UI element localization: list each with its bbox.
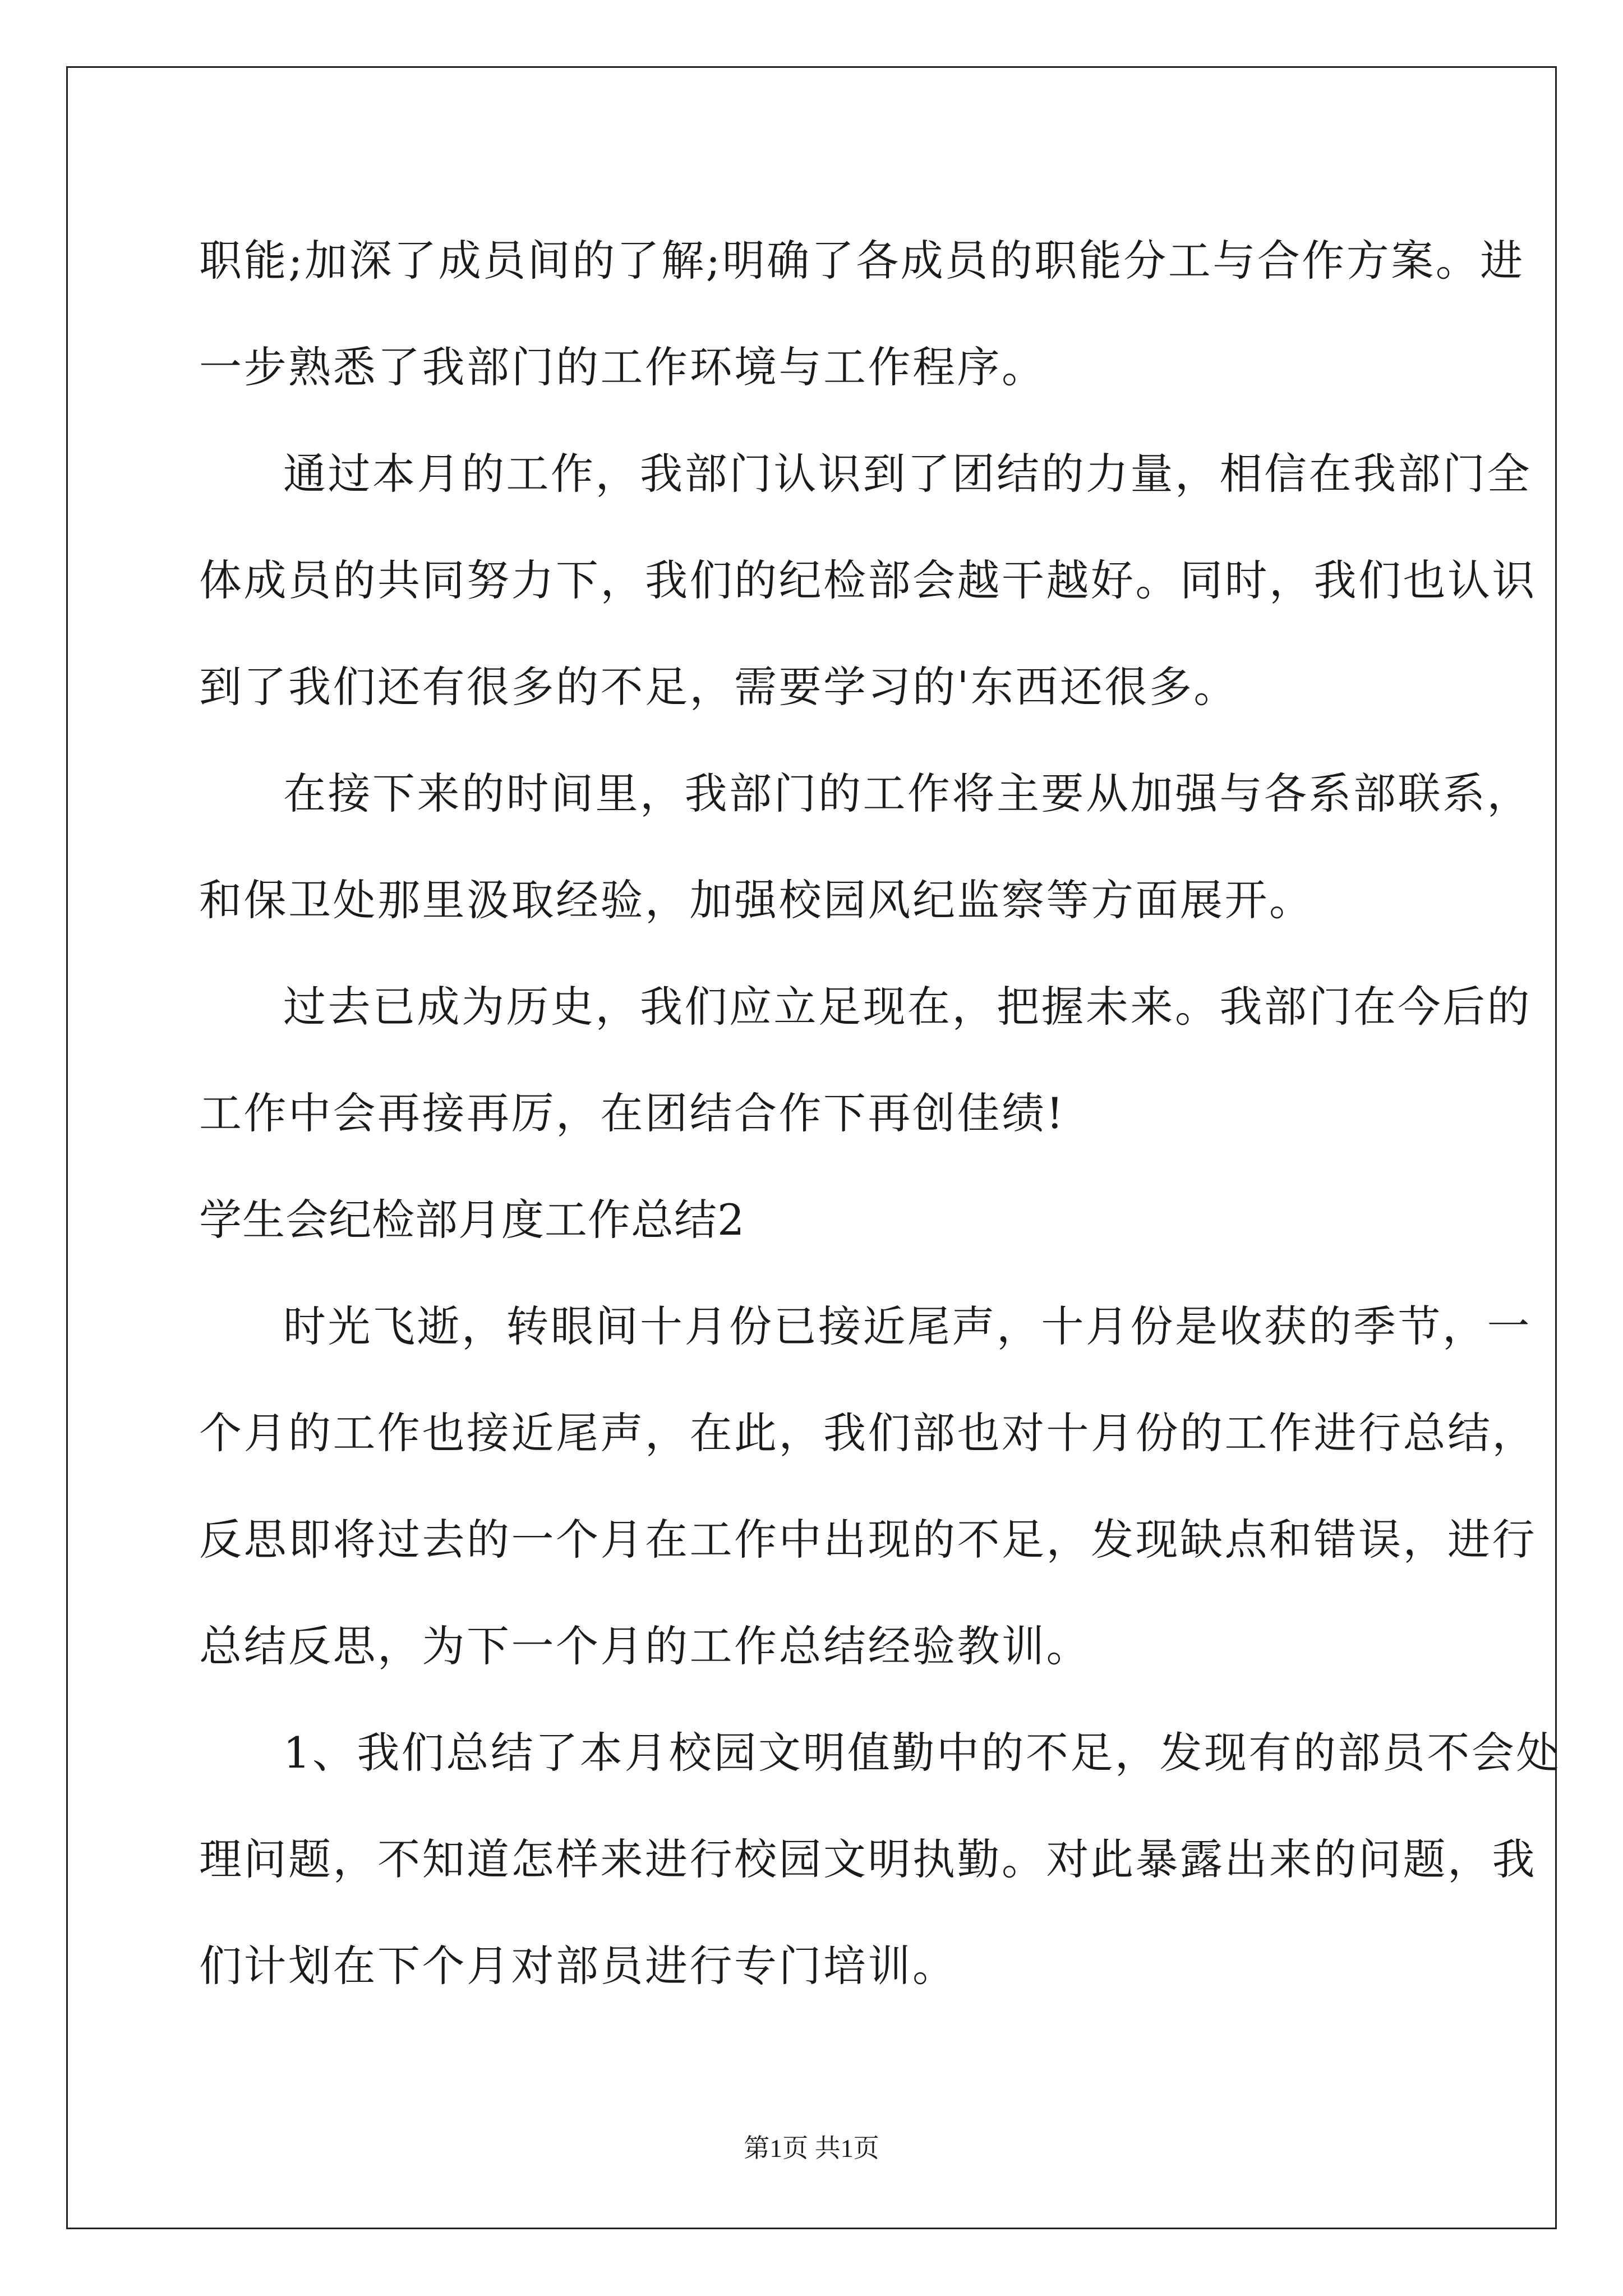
text-line: 职能;加深了成员间的了解;明确了各成员的职能分工与合作方案。进 [199, 236, 1525, 286]
paragraph-start: 时光飞逝，转眼间十月份已接近尾声，十月份是收获的季节，一 [283, 1301, 1532, 1351]
paragraph-start: 过去已成为历史，我们应立足现在，把握未来。我部门在今后的 [283, 982, 1532, 1032]
text-line: 工作中会再接再厉，在团结合作下再创佳绩! [199, 1088, 1066, 1138]
text-line: 们计划在下个月对部员进行专门培训。 [199, 1941, 957, 1991]
document-body [199, 208, 1561, 2019]
text-line: 到了我们还有很多的不足，需要学习的'东西还很多。 [199, 662, 1238, 712]
text-line: 个月的工作也接近尾声，在此，我们部也对十月份的工作进行总结， [199, 1408, 1537, 1458]
paragraph-start: 1、我们总结了本月校园文明值勤中的不足，发现有的部员不会处 [283, 1728, 1561, 1778]
text-line: 体成员的共同努力下，我们的纪检部会越干越好。同时，我们也认识 [199, 555, 1537, 605]
text-line: 总结反思，为下一个月的工作总结经验教训。 [199, 1621, 1091, 1671]
paragraph-start: 通过本月的工作，我部门认识到了团结的力量，相信在我部门全 [283, 449, 1532, 499]
page-number-footer: 第1页 共1页 [744, 2134, 879, 2162]
text-line: 理问题，不知道怎样来进行校园文明执勤。对此暴露出来的问题，我 [199, 1834, 1537, 1884]
text-line: 一步熟悉了我部门的工作环境与工作程序。 [199, 342, 1046, 392]
paragraph-start: 在接下来的时间里，我部门的工作将主要从加强与各系部联系， [283, 769, 1532, 818]
text-line: 和保卫处那里汲取经验，加强校园风纪监察等方面展开。 [199, 875, 1314, 925]
section-heading: 学生会纪检部月度工作总结2 [199, 1195, 745, 1245]
text-line: 反思即将过去的一个月在工作中出现的不足，发现缺点和错误，进行 [199, 1515, 1537, 1565]
